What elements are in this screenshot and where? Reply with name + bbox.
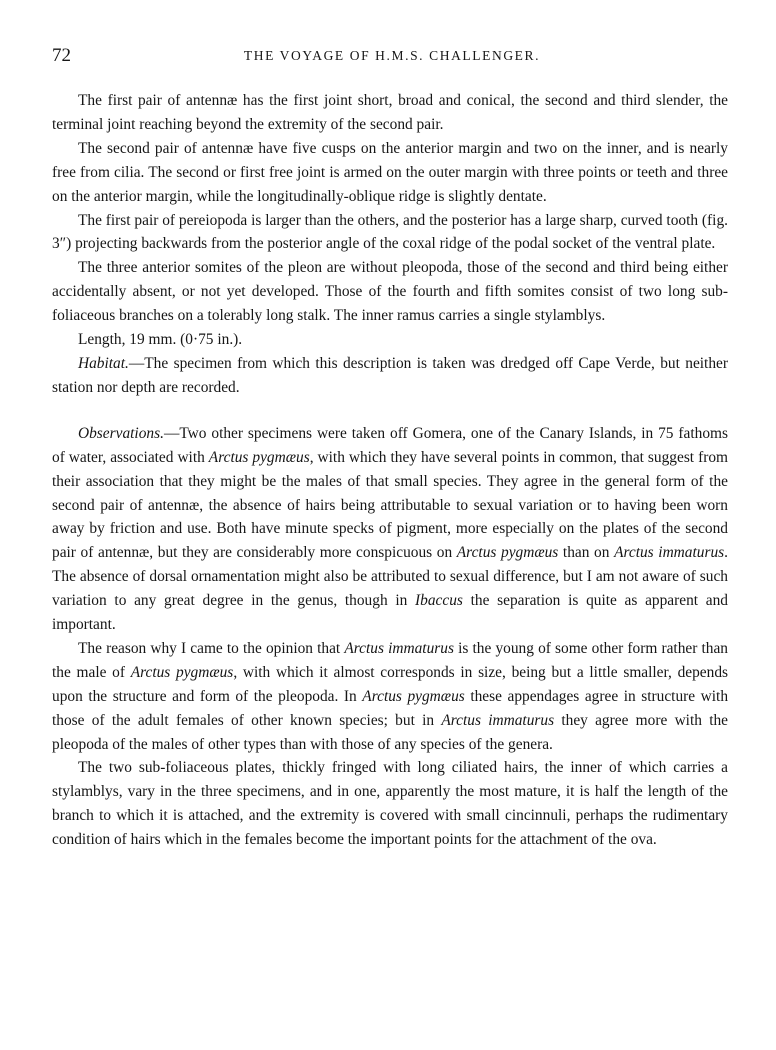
italic-text: Arctus immaturus — [441, 711, 555, 729]
italic-text: Arctus immaturus — [614, 544, 725, 562]
page-header — [52, 44, 732, 68]
italic-text: Ibaccus — [415, 592, 463, 610]
text-run: The first pair of pereiopoda is larger than the others, and the posterior has a large sharp, curved tooth (fig. 3″) projecting backwards from the posterior angle of the coxal ridge of the podal socket of the ventral plate. — [52, 211, 728, 253]
body-text — [52, 89, 728, 852]
text-run: The second pair of antennæ have five cusps on the anterior margin and two on the inner, and is nearly free from cilia. The second or first free joint is armed on the outer margin with three points or teeth and three on the anterior margin, while the longitudinally-oblique ridge is slightly dentate. — [52, 139, 728, 205]
text-run: The first pair of antennæ has the first joint short, broad and conical, the second and third slender, the terminal joint reaching beyond the extremity of the second pair. — [52, 92, 728, 133]
text-run: than on — [558, 544, 615, 562]
paragraph — [52, 756, 728, 852]
page-number: 72 — [52, 45, 71, 66]
italic-text: Observations. — [78, 424, 164, 442]
text-run: the separation is quite as apparent and important. — [52, 592, 728, 634]
text-run: —The specimen from which this description is taken was dredged off Cape Verde, but neither station nor depth are recorded. — [52, 354, 728, 396]
italic-text: Arctus pygmæus — [362, 687, 465, 705]
paragraph — [52, 137, 728, 209]
text-run: , with which it almost corresponds in size, being but a little smaller, depends upon the structure and form of the pleopoda. In — [52, 663, 729, 705]
text-run: . The absence of dorsal ornamentation might also be attributed to sexual difference, but I am not aware of such variation to any great degree in the genus, though in — [52, 544, 728, 610]
text-run: Length, 19 mm. (0·75 in.). — [78, 331, 243, 349]
text-run: , with which they have several points in common, that suggest from their association that they might be the males of that small species. They agree in the general form of the second pair of antennæ, the absence of hairs being attributable to sexual variation or to having been worn away by friction and use. Both have minute specks of pigment, more especially on the plates of the second pair of antennæ, but they are considerably more conspicuous on — [52, 448, 728, 562]
paragraph — [52, 209, 728, 257]
text-run: they agree more with the pleopoda of the males of other types than with those of any species of the genera. — [52, 711, 728, 753]
text-run: these appendages agree in structure with those of the adult females of other known species; but in — [52, 687, 729, 729]
italic-text: Arctus pygmæus — [456, 544, 559, 562]
paragraph — [52, 89, 728, 137]
italic-text: Arctus immaturus — [344, 639, 454, 657]
text-run: —Two other specimens were taken off Gomera, one of the Canary Islands, in 75 fathoms of water, associated with — [52, 424, 728, 466]
text-run: is the young of some other form rather than the male of — [52, 639, 728, 681]
italic-text: Habitat. — [78, 354, 129, 372]
italic-text: Arctus pygmæus — [208, 448, 310, 466]
paragraph — [52, 637, 728, 757]
italic-text: Arctus pygmæus — [130, 663, 234, 681]
paragraph — [52, 422, 728, 637]
text-run: The reason why I came to the opinion that — [78, 639, 345, 657]
paragraph — [52, 328, 728, 352]
text-run: The three anterior somites of the pleon are without pleopoda, those of the second and third being either accidentally absent, or not yet developed. Those of the fourth and fifth somites consist of two long sub-foliaceous branches on a tolerably long stalk. The inner ramus carries a single stylamblys. — [52, 259, 728, 325]
paragraph — [52, 256, 728, 328]
text-run: The two sub-foliaceous plates, thickly fringed with long ciliated hairs, the inner of which carries a stylamblys, vary in the three specimens, and in one, apparently the most mature, it is half the length of the branch to which it is attached, and the extremity is covered with small cincinnuli, perhaps the rudimentary condition of hairs which in the females become the important points for the attachment of the ova. — [52, 759, 728, 849]
paragraph — [52, 352, 728, 400]
running-title: THE VOYAGE OF H.M.S. CHALLENGER. — [243, 48, 541, 63]
